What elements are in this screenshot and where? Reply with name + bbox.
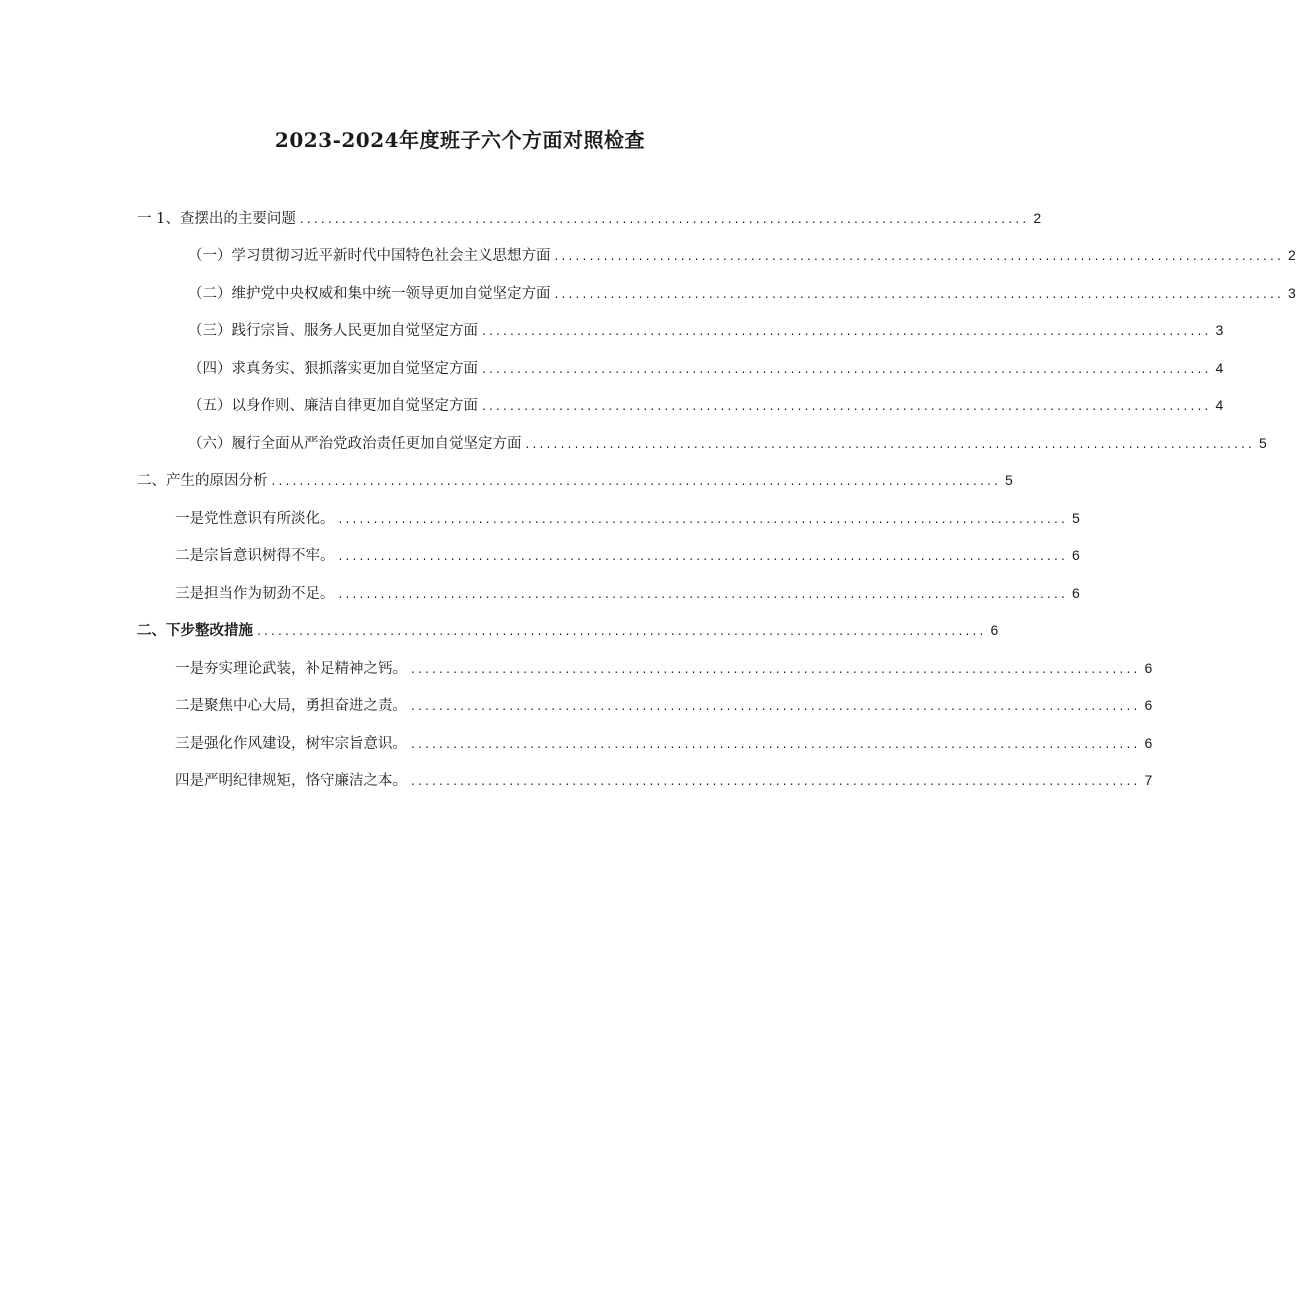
toc-dot-leader: ........................................................................................................ (554, 249, 1285, 263)
toc-entry-label: （五）以身作则、廉洁自律更加自觉坚定方面 (188, 398, 478, 414)
toc-entry-section-3[interactable] (137, 620, 999, 640)
toc-page-number: 4 (1215, 360, 1224, 376)
toc-entry-label: 二是聚焦中心大局，勇担奋进之责。 (175, 698, 407, 714)
toc-entry-2-2[interactable] (175, 545, 1080, 565)
toc-page-number: 6 (1144, 735, 1153, 751)
toc-page-number: 5 (1072, 510, 1080, 526)
toc-dot-leader: ........................................................................................................ (299, 212, 1030, 226)
toc-page-number: 4 (1215, 397, 1224, 413)
toc-page-number: 3 (1288, 285, 1296, 301)
toc-page-number: 6 (1072, 547, 1080, 563)
toc-entry-label: 二、下步整改措施 (137, 622, 253, 639)
toc-dot-leader: ........................................................................................................ (411, 662, 1141, 676)
toc-entry-label: 一 1、查摆出的主要问题 (137, 211, 296, 227)
toc-entry-section-1[interactable] (137, 208, 1042, 228)
toc-entry-3-4[interactable] (175, 770, 1153, 790)
toc-entry-1-4[interactable] (188, 358, 1224, 378)
toc-page-number: 6 (1144, 660, 1153, 676)
toc-entry-section-2[interactable] (137, 470, 1013, 490)
toc-entry-label: 三是强化作风建设，树牢宗旨意识。 (175, 736, 407, 752)
toc-dot-leader: ........................................................................................................ (411, 737, 1141, 751)
toc-entry-1-1[interactable] (188, 245, 1296, 265)
toc-entry-1-5[interactable] (188, 395, 1224, 415)
toc-entry-1-3[interactable] (188, 320, 1224, 340)
toc-dot-leader: ........................................................................................................ (554, 287, 1285, 301)
toc-dot-leader: ........................................................................................................ (338, 512, 1069, 526)
toc-page-number: 6 (990, 622, 999, 638)
toc-entry-3-3[interactable] (175, 733, 1153, 753)
toc-page-number: 5 (1005, 472, 1013, 488)
toc-dot-leader: ........................................................................................................ (525, 437, 1256, 451)
toc-page-number: 7 (1144, 772, 1153, 788)
toc-entry-label: 三是担当作为韧劲不足。 (175, 586, 335, 602)
toc-dot-leader: ........................................................................................................ (411, 699, 1141, 713)
toc-page-number: 6 (1144, 697, 1153, 713)
toc-entry-label: 二是宗旨意识树得不牢。 (175, 548, 335, 564)
toc-entry-label: 一是党性意识有所淡化。 (175, 511, 335, 527)
toc-entry-1-2[interactable] (188, 283, 1296, 303)
toc-page-number: 5 (1259, 435, 1267, 451)
toc-dot-leader: ........................................................................................................ (338, 549, 1069, 563)
document-title: 2023-2024年度班子六个方面对照检查 (274, 128, 646, 152)
toc-dot-leader: ........................................................................................................ (411, 774, 1141, 788)
toc-dot-leader: ........................................................................................................ (482, 399, 1212, 413)
toc-entry-label: （四）求真务实、狠抓落实更加自觉坚定方面 (188, 361, 478, 377)
toc-dot-leader: ........................................................................................................ (257, 624, 987, 638)
toc-dot-leader: ........................................................................................................ (482, 362, 1212, 376)
toc-entry-label: （一）学习贯彻习近平新时代中国特色社会主义思想方面 (188, 248, 551, 264)
toc-entry-label: 一是夯实理论武装，补足精神之钙。 (175, 661, 407, 677)
toc-entry-3-2[interactable] (175, 695, 1153, 715)
toc-page-number: 2 (1288, 247, 1296, 263)
toc-dot-leader: ........................................................................................................ (338, 587, 1069, 601)
toc-entry-label: （六）履行全面从严治党政治责任更加自觉坚定方面 (188, 436, 522, 452)
toc-entry-2-3[interactable] (175, 583, 1080, 603)
toc-entry-label: 四是严明纪律规矩，恪守廉洁之本。 (175, 773, 407, 789)
toc-entry-label: （三）践行宗旨、服务人民更加自觉坚定方面 (188, 323, 478, 339)
toc-page-number: 2 (1033, 210, 1042, 226)
toc-entry-1-6[interactable] (188, 433, 1267, 453)
toc-entry-2-1[interactable] (175, 508, 1080, 528)
toc-entry-label: （二）维护党中央权威和集中统一领导更加自觉坚定方面 (188, 286, 551, 302)
toc-entry-label: 二、产生的原因分析 (137, 473, 268, 489)
toc-entry-3-1[interactable] (175, 658, 1153, 678)
toc-page-number: 3 (1215, 322, 1224, 338)
toc-dot-leader: ........................................................................................................ (271, 474, 1002, 488)
toc-dot-leader: ........................................................................................................ (482, 324, 1212, 338)
toc-page-number: 6 (1072, 585, 1080, 601)
